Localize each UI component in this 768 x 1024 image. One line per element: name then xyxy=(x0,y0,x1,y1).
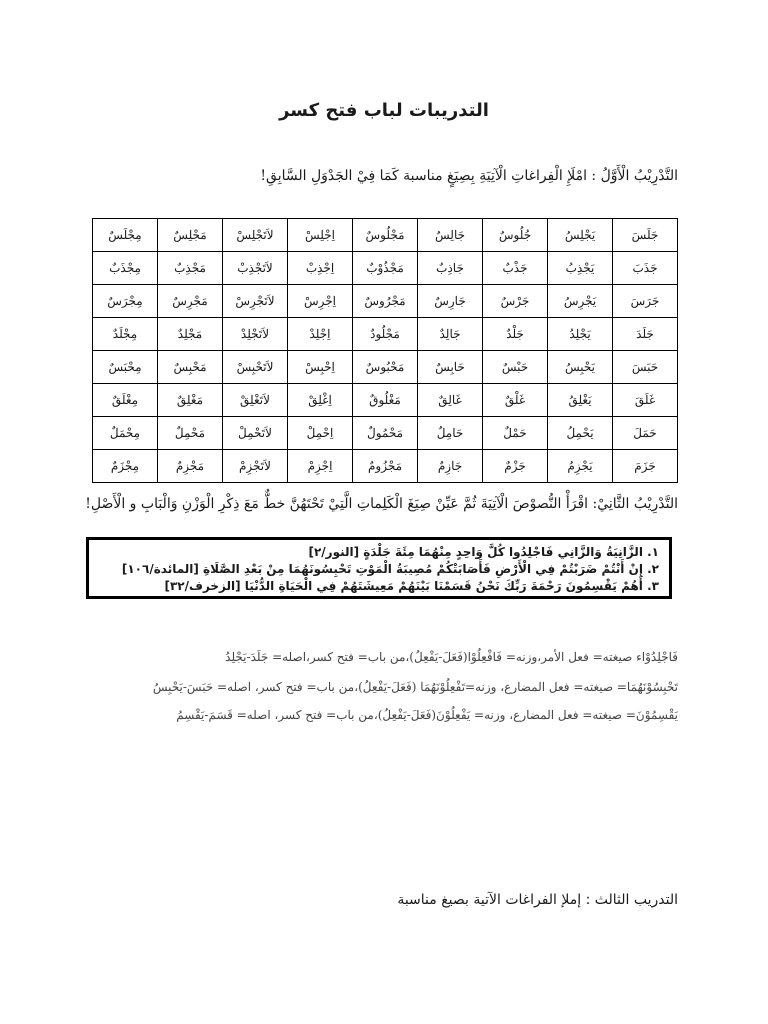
page-title: التدريبات لباب فتح كسر xyxy=(279,100,489,121)
table-cell: جَذْبٌ xyxy=(483,252,548,285)
table-cell: جَزْمٌ xyxy=(483,450,548,483)
exercise3-heading: التدريب الثالث : إملإ الفراغات الآتية بصيغ مناسبة xyxy=(397,892,678,908)
table-cell: اِغْلِقْ xyxy=(288,384,353,417)
table-cell: مَحْمُولٌ xyxy=(353,417,418,450)
table-cell: جَارِسٌ xyxy=(418,285,483,318)
table-cell: يَحْمِلُ xyxy=(548,417,613,450)
table-cell: لاَتَحْبِسْ xyxy=(223,351,288,384)
verse-line: ١. الزَّانِيَةُ وَالزَّانِي فَاجْلِدُوا كُلَّ وَاحِدٍ مِنْهُمَا مِئَةَ جَلْدَةٍ [النور/٢] xyxy=(308,545,659,559)
table-cell: مَغْلُوقٌ xyxy=(353,384,418,417)
table-cell: مِغْلَقٌ xyxy=(93,384,158,417)
exercise1-heading: التَّدْرِيْبُ الْأَوَّلُ : امْلَإِ الْفِراغاتِ الْآتِيَةِ بِصِيَغٍ مناسبة كَمَا فِيْ الجَدْوَلِ السَّابِقِ! xyxy=(260,168,678,184)
table-row xyxy=(93,219,678,252)
table-cell: لاَتَجْلِدْ xyxy=(223,318,288,351)
table-cell: اِجْزِمْ xyxy=(288,450,353,483)
table-cell: مَحْبُوسٌ xyxy=(353,351,418,384)
table-cell: مَجْلُوسٌ xyxy=(353,219,418,252)
table-cell: حَابِسٌ xyxy=(418,351,483,384)
table-cell: حَمْلٌ xyxy=(483,417,548,450)
table-cell: مَغْلِقٌ xyxy=(158,384,223,417)
table-cell: مِجْزَمٌ xyxy=(93,450,158,483)
table-cell: اِجْلِدْ xyxy=(288,318,353,351)
table-row xyxy=(93,351,678,384)
table-cell: جَاذِبٌ xyxy=(418,252,483,285)
table-row xyxy=(93,318,678,351)
table-cell: جَالِدٌ xyxy=(418,318,483,351)
table-cell: يَغْلِقُ xyxy=(548,384,613,417)
table-cell: مَجْذِبٌ xyxy=(158,252,223,285)
table-cell: حَبَسَ xyxy=(613,351,678,384)
table-cell: غَلْقٌ xyxy=(483,384,548,417)
table-cell: مَجْلِدٌ xyxy=(158,318,223,351)
table-cell: مَجْلُودٌ xyxy=(353,318,418,351)
table-cell: لاَتَغْلِقْ xyxy=(223,384,288,417)
table-cell: مَجْرُوسٌ xyxy=(353,285,418,318)
table-cell: اِحْمِلْ xyxy=(288,417,353,450)
table-cell: لاَتَجْرِسْ xyxy=(223,285,288,318)
table-cell: لاَتَحْمِلْ xyxy=(223,417,288,450)
table-row xyxy=(93,252,678,285)
table-cell: يَجْلِسُ xyxy=(548,219,613,252)
table-cell: مَجْذُوْبٌ xyxy=(353,252,418,285)
table-cell: جَازِمٌ xyxy=(418,450,483,483)
table-cell: غَلَقَ xyxy=(613,384,678,417)
table-cell: اِجْرِسْ xyxy=(288,285,353,318)
table-cell: جَذَبَ xyxy=(613,252,678,285)
table-cell: مَجْزُومٌ xyxy=(353,450,418,483)
table-cell: مِجْذَبٌ xyxy=(93,252,158,285)
exercise2-heading: التَّدْرِيْبُ الثَّانِيْ: اقْرَأْ النُّصوْصَ الْآتِيَةَ ثُمَّ عَيِّنْ صِيَغَ الْكَلِماتِ الَّتِيْ تَحْتَهُنَّ خطٌّ مَعَ ذِكْرِ الْوَزْنِ وَالْبَابِ و الْأَصْلِ! xyxy=(85,496,678,512)
table-row xyxy=(93,285,678,318)
table-cell: اِحْبِسْ xyxy=(288,351,353,384)
table-row xyxy=(93,450,678,483)
table-cell: حَامِلٌ xyxy=(418,417,483,450)
table-cell: مِجْرَسٌ xyxy=(93,285,158,318)
table-cell: لاَتَجْلِسْ xyxy=(223,219,288,252)
table-cell: يَجْرِسُ xyxy=(548,285,613,318)
table-cell: مَجْرِسٌ xyxy=(158,285,223,318)
table-cell: مَجْزِمٌ xyxy=(158,450,223,483)
table-cell: اِجْلِسْ xyxy=(288,219,353,252)
analysis-line: تَحْبِسُوْنَهُمَا= صيغته= فعل المضارع، وزنه=تَفْعِلُوْنَهُمَا (فَعَلَ-يَفْعِلُ)،من باب= فتح كسر، اصله= حَبَسَ-يَحْبِسُ xyxy=(152,680,678,694)
table-cell: اِجْذِبْ xyxy=(288,252,353,285)
table-cell: حَمَلَ xyxy=(613,417,678,450)
table-cell: لاَتَجْذِبْ xyxy=(223,252,288,285)
table-cell: مِجْلَدٌ xyxy=(93,318,158,351)
table-cell: جَلَدَ xyxy=(613,318,678,351)
table-cell: مَحْمِلٌ xyxy=(158,417,223,450)
table-cell: مَجْلِسٌ xyxy=(158,219,223,252)
verse-line: ٢. إِنْ أَنْتُمْ ضَرَبْتُمْ فِي الْأَرْضِ فَأَصَابَتْكُمْ مُصِيبَةُ الْمَوْتِ تَحْبِسُونَهُمَا مِنْ بَعْدِ الصَّلَاةِ [المائدة/١٠٦] xyxy=(121,562,659,576)
table-cell: جَالِسٌ xyxy=(418,219,483,252)
table-cell: جَلَسَ xyxy=(613,219,678,252)
table-cell: مِحْمَلٌ xyxy=(93,417,158,450)
table-cell: يَحْبِسُ xyxy=(548,351,613,384)
table-cell: مِحْبَسٌ xyxy=(93,351,158,384)
table-cell: جَلْدٌ xyxy=(483,318,548,351)
verse-line: ٣. أَهُمْ يَقْسِمُونَ رَحْمَةَ رَبِّكَ نَحْنُ قَسَمْنَا بَيْنَهُمْ مَعِيشَتَهُمْ فِي الْحَيَاةِ الدُّنْيَا [الزخرف/٣٢] xyxy=(164,579,659,593)
table-cell: جَرَسَ xyxy=(613,285,678,318)
table-cell: لاَتَجْزِمْ xyxy=(223,450,288,483)
table-cell: مِجْلَسٌ xyxy=(93,219,158,252)
table-cell: جَرْسٌ xyxy=(483,285,548,318)
table-cell: مَحْبِسٌ xyxy=(158,351,223,384)
table-row xyxy=(93,417,678,450)
table-cell: حَبْسٌ xyxy=(483,351,548,384)
table-cell: جَزَمَ xyxy=(613,450,678,483)
table-cell: غَالِقٌ xyxy=(418,384,483,417)
analysis-line: يَقْسِمُوْنَ= صيغته= فعل المضارع، وزنه= يَفْعِلُوْنَ(فَعَلَ-يَفْعِلُ)،من باب= فتح كسر، اصله= قَسَمَ-يَقْسِمُ xyxy=(176,708,678,722)
table-row xyxy=(93,384,678,417)
table-cell: جُلُوسٌ xyxy=(483,219,548,252)
table-cell: يَجْزِمُ xyxy=(548,450,613,483)
verb-forms-table xyxy=(92,218,678,483)
table-cell: يَجْلِدُ xyxy=(548,318,613,351)
verses-box xyxy=(86,537,672,599)
analysis-line: فَاجْلِدُوْاء صيغته= فعل الأمر،وزنه= فَافْعِلُوْا(فَعَلَ-يَفْعِلُ)،من باب= فتح كسر،اصله= جَلَدَ-يَجْلِدُ xyxy=(225,650,678,664)
table-cell: يَجْذِبُ xyxy=(548,252,613,285)
